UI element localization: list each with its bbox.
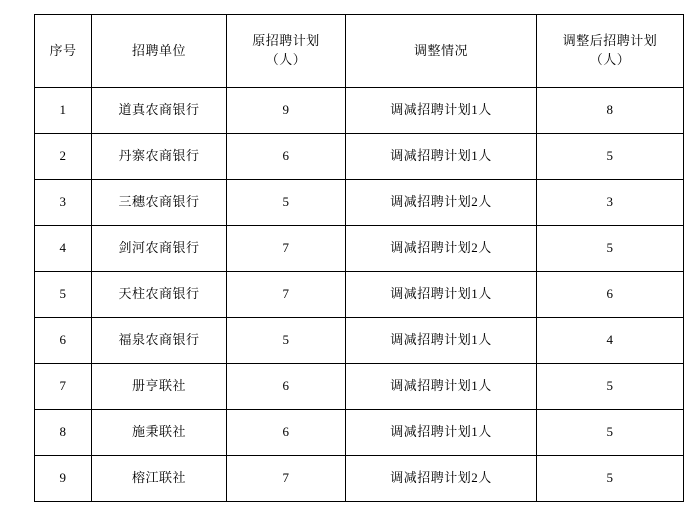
cell-seq: 3 xyxy=(35,180,92,226)
cell-original: 9 xyxy=(227,88,346,134)
cell-adjustment: 调减招聘计划1人 xyxy=(346,364,537,410)
column-header-unit-line-1: 招聘单位 xyxy=(131,42,186,58)
table-body xyxy=(35,88,684,502)
column-header-after-plan-line-1: 调整后招聘计划 xyxy=(562,33,658,49)
table-row xyxy=(35,456,684,502)
table-row xyxy=(35,226,684,272)
cell-seq: 4 xyxy=(35,226,92,272)
cell-seq: 7 xyxy=(35,364,92,410)
cell-after: 3 xyxy=(537,180,684,226)
table-row xyxy=(35,180,684,226)
table-row xyxy=(35,318,684,364)
cell-original: 5 xyxy=(227,318,346,364)
cell-original: 6 xyxy=(227,134,346,180)
cell-adjustment: 调减招聘计划2人 xyxy=(346,456,537,502)
cell-unit: 剑河农商银行 xyxy=(92,226,227,272)
cell-unit: 册亨联社 xyxy=(92,364,227,410)
cell-adjustment: 调减招聘计划1人 xyxy=(346,134,537,180)
cell-unit: 道真农商银行 xyxy=(92,88,227,134)
column-header-after-plan xyxy=(537,15,684,88)
cell-original: 5 xyxy=(227,180,346,226)
table-row xyxy=(35,364,684,410)
cell-seq: 6 xyxy=(35,318,92,364)
cell-original: 7 xyxy=(227,456,346,502)
cell-seq: 1 xyxy=(35,88,92,134)
column-header-adjustment-line-1: 调整情况 xyxy=(413,42,468,58)
cell-after: 4 xyxy=(537,318,684,364)
cell-original: 6 xyxy=(227,364,346,410)
table-row xyxy=(35,272,684,318)
cell-adjustment: 调减招聘计划1人 xyxy=(346,410,537,456)
cell-unit: 榕江联社 xyxy=(92,456,227,502)
table-row xyxy=(35,410,684,456)
cell-original: 7 xyxy=(227,272,346,318)
column-header-original-plan xyxy=(227,15,346,88)
cell-seq: 2 xyxy=(35,134,92,180)
column-header-adjustment xyxy=(346,15,537,88)
cell-unit: 三穗农商银行 xyxy=(92,180,227,226)
table-row xyxy=(35,88,684,134)
column-header-seq-line-1: 序号 xyxy=(49,42,77,58)
cell-adjustment: 调减招聘计划1人 xyxy=(346,88,537,134)
table-header-row xyxy=(35,15,684,88)
cell-adjustment: 调减招聘计划1人 xyxy=(346,272,537,318)
cell-after: 5 xyxy=(537,134,684,180)
cell-original: 7 xyxy=(227,226,346,272)
table-header xyxy=(35,15,684,88)
cell-after: 8 xyxy=(537,88,684,134)
cell-seq: 5 xyxy=(35,272,92,318)
column-header-seq xyxy=(35,15,92,88)
cell-unit: 天柱农商银行 xyxy=(92,272,227,318)
table-row xyxy=(35,134,684,180)
cell-seq: 9 xyxy=(35,456,92,502)
cell-adjustment: 调减招聘计划1人 xyxy=(346,318,537,364)
cell-after: 6 xyxy=(537,272,684,318)
cell-adjustment: 调减招聘计划2人 xyxy=(346,226,537,272)
cell-after: 5 xyxy=(537,364,684,410)
column-header-original-plan-line-1: 原招聘计划 xyxy=(252,33,320,49)
recruitment-adjustment-table xyxy=(34,14,684,502)
cell-unit: 丹寨农商银行 xyxy=(92,134,227,180)
column-header-original-plan-line-2: （人） xyxy=(265,52,307,67)
cell-seq: 8 xyxy=(35,410,92,456)
cell-unit: 福泉农商银行 xyxy=(92,318,227,364)
cell-after: 5 xyxy=(537,226,684,272)
cell-original: 6 xyxy=(227,410,346,456)
column-header-unit xyxy=(92,15,227,88)
cell-unit: 施秉联社 xyxy=(92,410,227,456)
cell-after: 5 xyxy=(537,456,684,502)
cell-after: 5 xyxy=(537,410,684,456)
column-header-after-plan-line-2: （人） xyxy=(589,52,631,67)
cell-adjustment: 调减招聘计划2人 xyxy=(346,180,537,226)
